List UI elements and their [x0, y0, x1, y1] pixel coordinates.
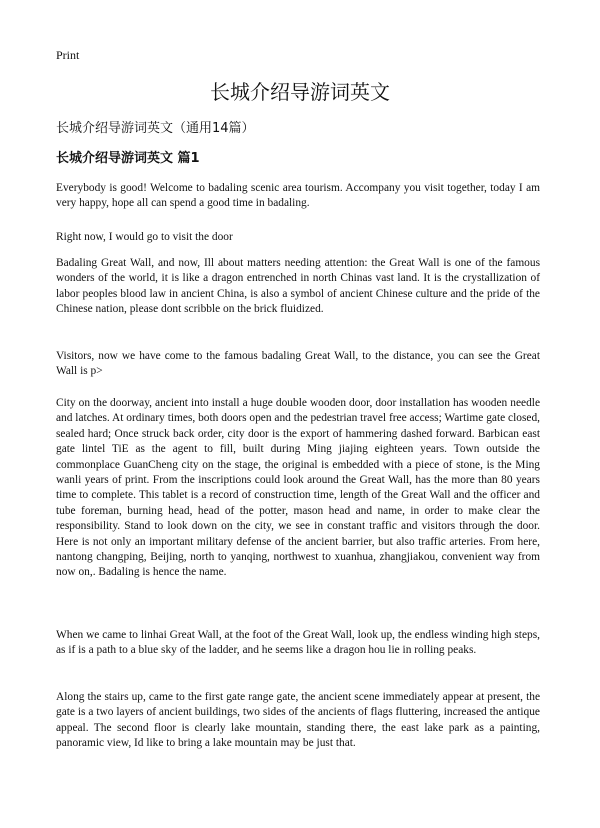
paragraph-attention: Badaling Great Wall, and now, Ill about matters needing attention: the Great Wall is one of the famous wonders of the world, it is like a dragon entrenched in north Chinas vast land. It is the crystallization of labor peoples blood law in ancient China, is also a symbol of ancient Chinese culture and the pride of the Chinese nation, please dont scribble on the brick fluidized.	[56, 257, 540, 316]
section-heading: 长城介绍导游词英文 篇1	[56, 151, 200, 166]
document-subtitle: 长城介绍导游词英文（通用14篇）	[56, 121, 255, 136]
document-title: 长城介绍导游词英文	[210, 80, 390, 104]
paragraph-door: Right now, I would go to visit the door	[56, 231, 233, 243]
paragraph-stairs: Along the stairs up, came to the first gate range gate, the ancient scene immediately appear at present, the gate is a two layers of ancient buildings, two sides of the ancients of flags fluttering, increased the antique appeal. The second floor is clearly lake mountain, standing there, the east lake park as a painting, panoramic view, Id like to bring a lake mountain may be just that.	[56, 691, 540, 750]
paragraph-visitors: Visitors, now we have come to the famous badaling Great Wall, to the distance, you can see the Great Wall is p>	[56, 350, 540, 378]
paragraph-doorway: City on the doorway, ancient into install a huge double wooden door, door installation has wooden needle and latches. At ordinary times, both doors open and the pedestrian travel free access; Wartime gate closed, sealed hard; Once struck back order, city door is the export of hammering dashed forward. Barbican east gate lintel TiE as the agent to fill, built during Ming jiajing eighteen years. Town outside the commonplace GuanCheng city on the stage, the original is embedded with a piece of stone, is the Ming wanli years of print. From the inscriptions could look around the Great Wall, has the more than 80 years time to complete. This tablet is a record of construction time, length of the Great Wall and the officer and tube foreman, burning head, head of the potter, mason head and name, in order to make clear the responsibility. Stand to look down on the city, we see in constant traffic and visitors through the door. Here is not only an important military defense of the ancient barrier, but also traffic arteries. From here, nantong changping, Beijing, north to yanqing, northwest to xuanhua, zhangjiakou, convenient way from now on,. Badaling is hence the name.	[56, 397, 540, 579]
print-label: Print	[56, 48, 80, 62]
paragraph-linhai: When we came to linhai Great Wall, at the foot of the Great Wall, look up, the endless winding high steps, as if is a path to a blue sky of the ladder, and he seems like a dragon hou lie in rolling peaks.	[56, 629, 540, 657]
paragraph-welcome: Everybody is good! Welcome to badaling scenic area tourism. Accompany you visit together, today I am very happy, hope all can spend a good time in badaling.	[56, 182, 540, 210]
